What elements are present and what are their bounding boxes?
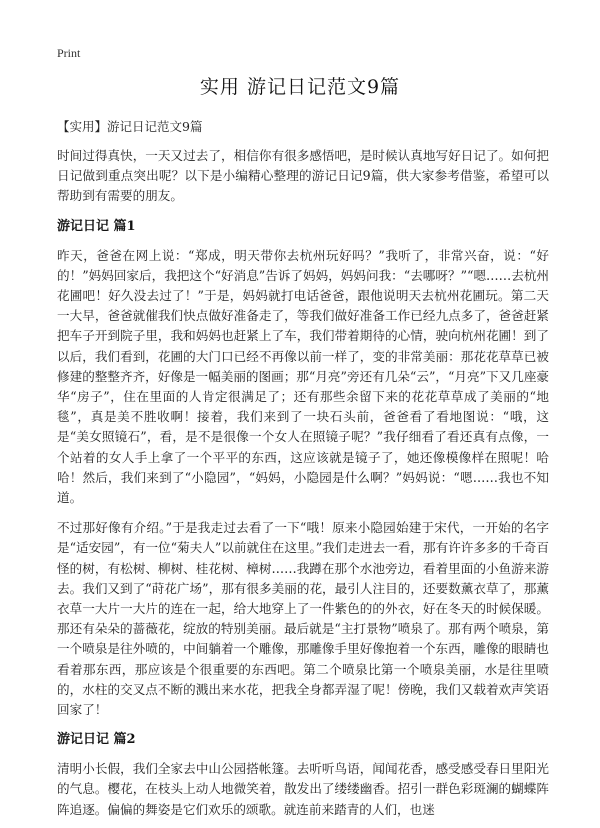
section-1-paragraph-1: 昨天，爸爸在网上说：“郑成，明天带你去杭州玩好吗？”我听了，非常兴奋，说：“好的！”妈妈回家后，我把这个“好消息”告诉了妈妈，妈妈问我：“去哪呀？”“嗯……去杭州花圃吧！好久没去过了！”于是，妈妈就打电话爸爸，跟他说明天去杭州花圃玩。第二天一大早，爸爸就催我们快点做好准备走了，等我们做好准备工作已经九点多了，爸爸赶紧把车子开到院子里，我和妈妈也赶紧上了车，我们带着期待的心情，驶向杭州花圃！到了以后，我们看到，花圃的大门口已经不再像以前一样了，变的非常美丽：那花花草草已被修建的整整齐齐，好像是一幅美丽的图画；那“月亮”旁还有几朵“云”，“月亮”下又几座豪华“房子”，住在里面的人肯定很满足了；还有那些余留下来的花花草草成了美丽的“地毯”，真是美不胜收啊！接着，我们来到了一块石头前，爸爸看了看地图说：“哦，这是“美女照镜石”，看，是不是很像一个女人在照镜子呢？”我仔细看了看还真有点像，一个站着的女人手上拿了一个平平的东西，这应该就是镜子了，她还像模像样在照呢！哈哈！然后，我们来到了“小隐园”，“妈妈，小隐园是什么啊？”妈妈说：“嗯……我也不知道。: [57, 247, 550, 506]
section-heading-1: 游记日记 篇1: [57, 218, 136, 234]
section-heading-2: 游记日记 篇2: [57, 732, 136, 748]
print-label: Print: [57, 46, 81, 60]
section-2-paragraph-1: 清明小长假，我们全家去中山公园搭帐篷。去听听鸟语，闻闻花香，感受感受春日里阳光的气息。樱花，在枝头上动人地微笑着，散发出了缕缕幽香。招引一群色彩斑澜的蝴蝶阵阵追逐。偏偏的舞姿是它们欢乐的颂歌。就连前来踏青的人们，也迷: [57, 761, 549, 817]
document-title: 实用 游记日记范文9篇: [199, 76, 401, 98]
document-body: [57, 117, 549, 820]
document-subtitle: 【实用】游记日记范文9篇: [57, 119, 203, 134]
section-1-paragraph-2: 不过那好像有介绍。”于是我走过去看了一下“哦！原来小隐园始建于宋代，一开始的名字是“适安园”，有一位“菊夫人”以前就住在这里。”我们走进去一看，那有许许多多的千奇百怪的树，有松树、柳树、桂花树、樟树……我蹲在那个水池旁边，看着里面的小鱼游来游去。我们又到了“莳花广场”，那有很多美丽的花，最引人注目的，还要数薰衣草了，那薰衣草一大片一大片的连在一起，给大地穿上了一件紫色的的外衣，好在冬天的时候保暖。那还有朵朵的蔷薇花，绽放的特别美丽。最后就是“主打景物”喷泉了。那有两个喷泉，第一个喷泉是往外喷的，中间躺着一个雕像，那雕像手里好像抱着一个东西，雕像的眼睛也看着那东西，那应该是个很重要的东西吧。第二个喷泉比第一个喷泉美丽，水是往里喷的，水柱的交叉点不断的溅出来水花，把我全身都弄湿了呢！傍晚，我们又载着欢声笑语回家了！: [57, 520, 549, 718]
intro-paragraph: 时间过得真快，一天又过去了，相信你有很多感悟吧，是时候认真地写好日记了。如何把日记做到重点突出呢？以下是小编精心整理的游记日记9篇，供大家参考借鉴，希望可以帮助到有需要的朋友。: [57, 148, 549, 204]
